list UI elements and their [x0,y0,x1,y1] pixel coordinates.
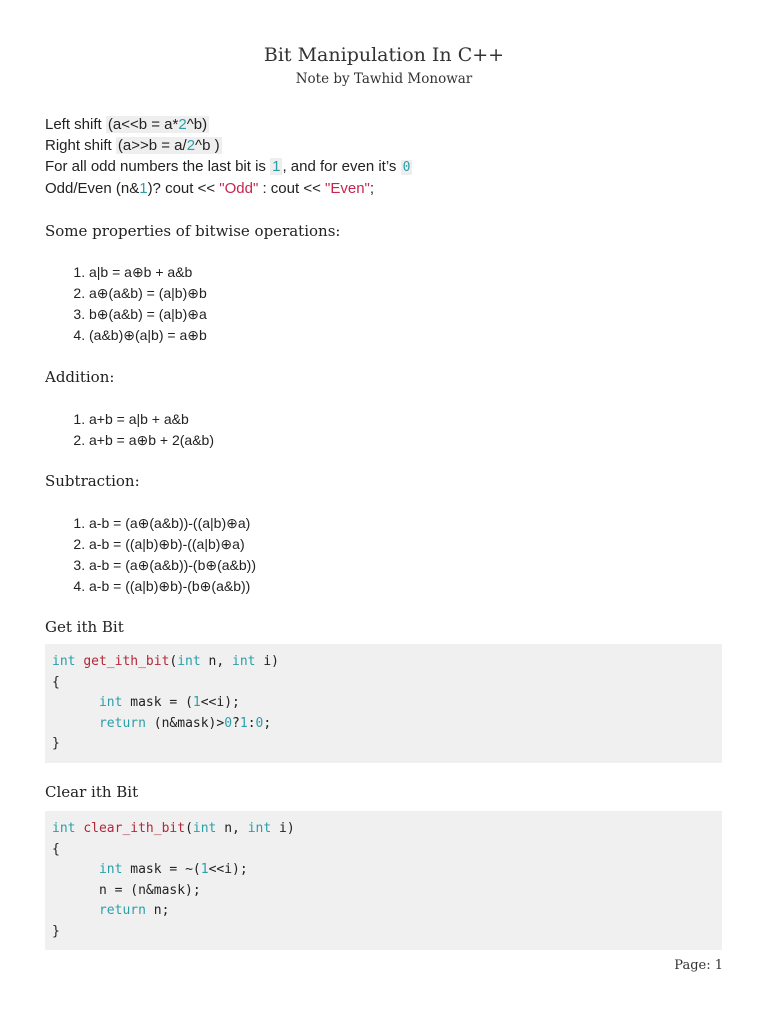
list-item: 1. a|b = a⊕b + a&b [89,262,207,283]
list-item: 1. a-b = (a⊕(a&b))-((a|b)⊕a) [89,513,256,534]
left-shift-line: Left shift (a<<b = a*2^b) [45,116,208,133]
right-shift-line: Right shift (a>>b = a/2^b ) [45,137,220,154]
properties-list [45,262,207,346]
odd-even-code-line: Odd/Even (n&1)? cout << "Odd" : cout << "Even"; [45,180,375,197]
code-line: int mask = ~(1<<i); [98,862,248,877]
code-line: n = (n&mask); [52,882,201,898]
list-item: 3. a-b = (a⊕(a&b))-(b⊕(a&b)) [89,555,256,576]
code-line: int get_ith_bit(int n, int i) [52,654,279,669]
addition-list [45,409,214,451]
list-item: 2. a-b = ((a|b)⊕b)-((a|b)⊕a) [89,534,256,555]
right-shift-formula: (a>>b = a/2^b ) [117,137,220,154]
properties-heading: Some properties of bitwise operations: [45,222,341,240]
list-item: 4. a-b = ((a|b)⊕b)-(b⊕(a&b)) [89,576,256,597]
page-title: Bit Manipulation In C++ [263,44,505,66]
list-item: 4. (a&b)⊕(a|b) = a⊕b [89,325,207,346]
code-line: } [52,923,60,939]
subtraction-heading: Subtraction: [45,472,140,490]
code-line: int clear_ith_bit(int n, int i) [52,821,295,836]
get-ith-bit-heading: Get ith Bit [45,618,124,636]
left-shift-formula: (a<<b = a*2^b) [107,116,208,133]
page-subtitle: Note by Tawhid Monowar [295,71,473,87]
subtraction-list [45,513,256,597]
code-line: return (n&mask)>0?1:0; [98,715,272,731]
list-item: 2. a+b = a⊕b + 2(a&b) [89,430,214,451]
clear-ith-bit-code-block [45,811,722,950]
odd-even-rule-line: For all odd numbers the last bit is 1 , and for even it’s 0 [45,158,411,175]
list-item: 3. b⊕(a&b) = (a|b)⊕a [89,304,207,325]
code-line: { [52,674,60,690]
code-line: int mask = (1<<i); [98,695,240,710]
code-line: return n; [98,903,170,918]
code-line: } [52,736,60,751]
addition-heading: Addition: [45,368,115,386]
clear-ith-bit-heading: Clear ith Bit [45,783,139,801]
list-item: 2. a⊕(a&b) = (a|b)⊕b [89,283,207,304]
code-line: { [52,841,60,857]
list-item: 1. a+b = a|b + a&b [89,409,214,430]
page-number: Page: 1 [674,958,723,973]
get-ith-bit-code-block [45,644,722,763]
